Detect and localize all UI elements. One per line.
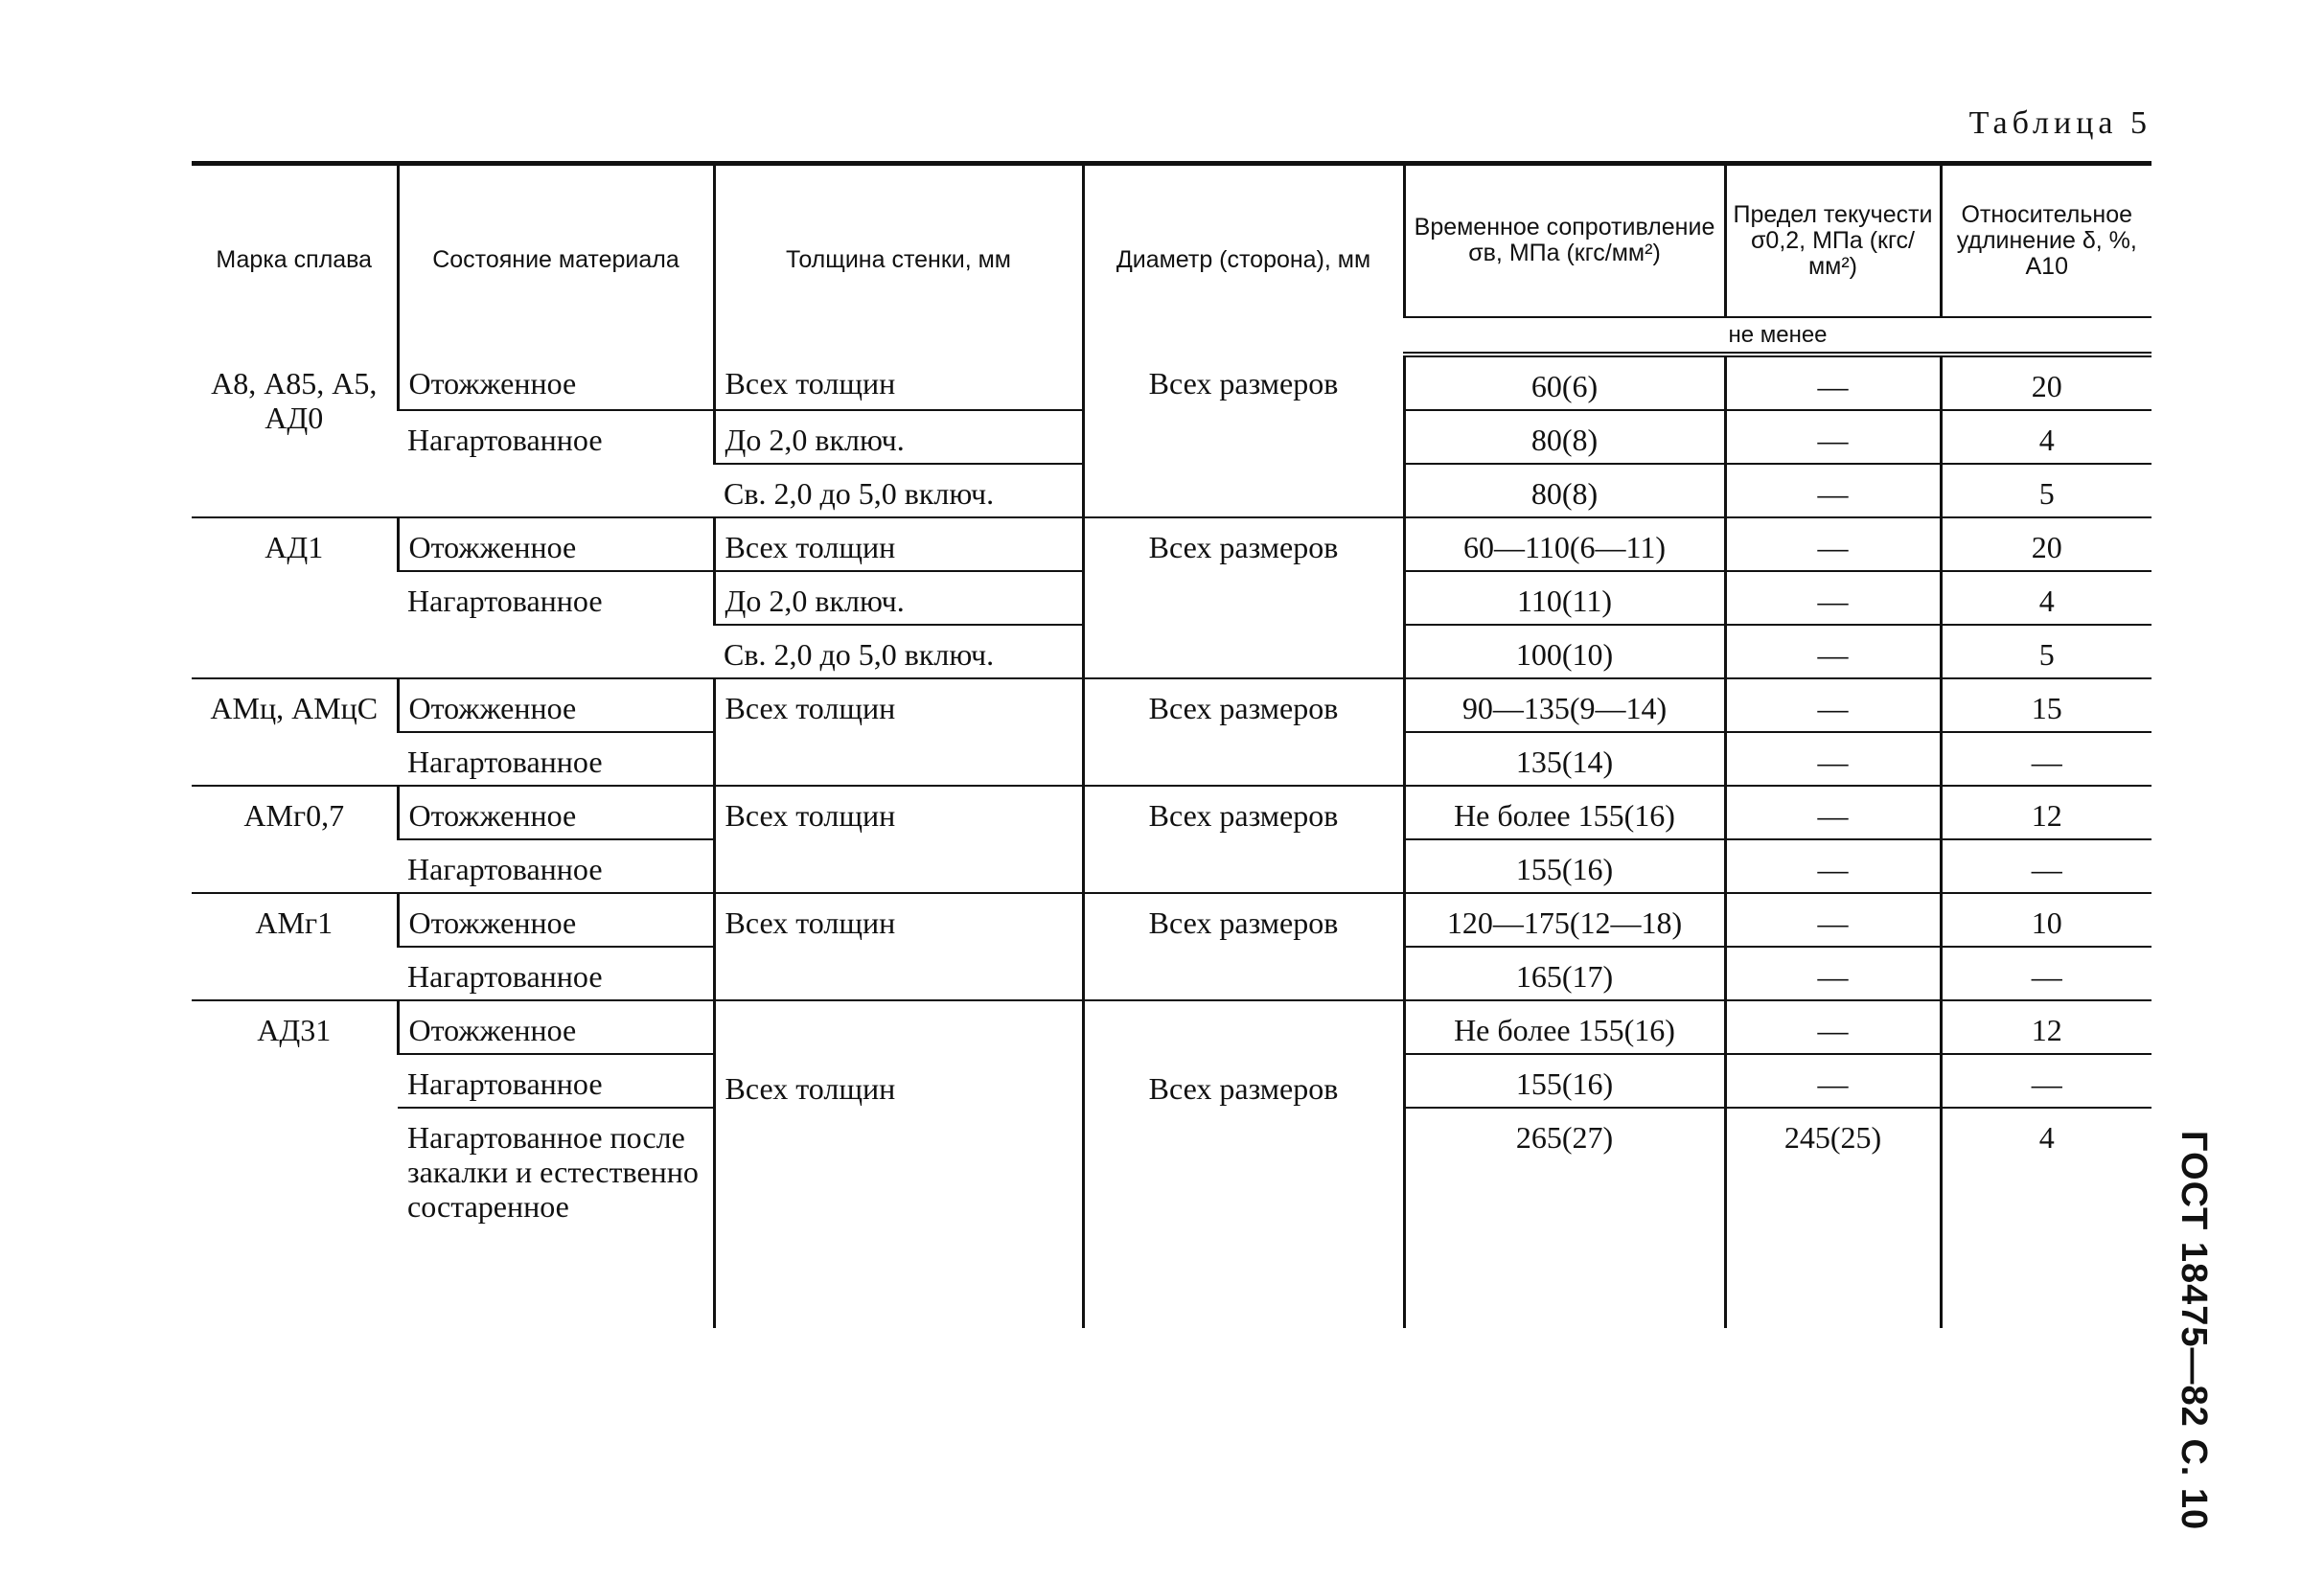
tensile-cell: 155(16) [1404,1054,1725,1108]
state-cell: Нагартованное [398,839,714,893]
state-cell: Отожженное [398,1000,714,1054]
yield-cell: — [1725,355,1941,410]
tensile-cell: 165(17) [1404,947,1725,1000]
alloy-cell: А8, А85, А5, АД0 [192,355,398,517]
elongation-cell: — [1941,947,2151,1000]
yield-cell: — [1725,947,1941,1000]
yield-cell: — [1725,1054,1941,1108]
yield-cell: — [1725,839,1941,893]
elongation-cell: 5 [1941,464,2151,517]
diameter-cell: Всех размеров [1083,517,1404,678]
elongation-cell: 4 [1941,1108,2151,1328]
header-alloy: Марка сплава [192,164,398,355]
yield-cell: — [1725,1000,1941,1054]
state-cell: Нагартованное [398,1054,714,1108]
header-tensile: Временное сопротивление σв, МПа (кгс/мм²) [1404,164,1725,317]
elongation-cell: — [1941,839,2151,893]
thickness-cell: Всех толщин [714,1000,1083,1328]
elongation-cell: 4 [1941,410,2151,464]
document-id-label: ГОСТ 18475—82 С. 10 [2174,1131,2214,1531]
tensile-cell: 90—135(9—14) [1404,678,1725,732]
header-elongation: Относительное удлинение δ, %, A10 [1941,164,2151,317]
elongation-cell: 12 [1941,786,2151,839]
tensile-cell: 80(8) [1404,410,1725,464]
yield-cell: — [1725,571,1941,625]
thickness-cell: Св. 2,0 до 5,0 включ. [714,464,1083,517]
elongation-cell: 12 [1941,1000,2151,1054]
header-thickness: Толщина стенки, мм [714,164,1083,355]
properties-table [192,161,2151,1328]
alloy-cell: АМц, АМцС [192,678,398,786]
state-cell: Нагартованное после закалки и естественно состаренное [407,1119,699,1224]
elongation-cell: — [1941,1054,2151,1108]
table-row [192,678,2151,732]
thickness-cell: Всех толщин [714,786,1083,893]
state-cell: Нагартованное [398,571,714,678]
diameter-cell: Всех размеров [1083,893,1404,1000]
yield-cell: — [1725,517,1941,571]
tensile-cell: 110(11) [1404,571,1725,625]
yield-cell: — [1725,786,1941,839]
elongation-cell: — [1941,732,2151,786]
state-cell: Нагартованное [398,947,714,1000]
state-cell: Отожженное [398,517,714,571]
yield-cell: — [1725,464,1941,517]
tensile-cell: Не более 155(16) [1404,1000,1725,1054]
tensile-cell: 155(16) [1404,839,1725,893]
elongation-cell: 15 [1941,678,2151,732]
yield-cell: — [1725,732,1941,786]
thickness-cell: До 2,0 включ. [714,571,1083,625]
state-cell: Нагартованное [398,732,714,786]
elongation-cell: 10 [1941,893,2151,947]
header-state: Состояние материала [398,164,714,355]
tensile-cell: 120—175(12—18) [1404,893,1725,947]
state-cell: Отожженное [398,893,714,947]
state-cell: Нагартованное [398,410,714,517]
header-yield: Предел текучести σ0,2, МПа (кгс/мм²) [1725,164,1941,317]
tensile-cell: 60(6) [1404,355,1725,410]
thickness-cell: Всех толщин [714,355,1083,410]
diameter-cell: Всех размеров [1083,355,1404,517]
elongation-cell: 5 [1941,625,2151,678]
yield-cell: 245(25) [1725,1108,1941,1328]
table-row [192,517,2151,571]
thickness-cell: Всех толщин [714,678,1083,786]
table-row [192,1000,2151,1054]
elongation-cell: 20 [1941,517,2151,571]
yield-cell: — [1725,678,1941,732]
elongation-cell: 4 [1941,571,2151,625]
state-cell: Отожженное [398,678,714,732]
tensile-cell: 135(14) [1404,732,1725,786]
thickness-cell: Св. 2,0 до 5,0 включ. [714,625,1083,678]
yield-cell: — [1725,410,1941,464]
tensile-cell: Не более 155(16) [1404,786,1725,839]
table-row [192,786,2151,839]
diameter-cell: Всех размеров [1083,1000,1404,1328]
header-diameter: Диаметр (сторона), мм [1083,164,1404,355]
yield-cell: — [1725,625,1941,678]
yield-cell: — [1725,893,1941,947]
alloy-cell: АМг0,7 [192,786,398,893]
table-caption: Таблица 5 [1968,105,2151,141]
tensile-cell: 265(27) [1404,1108,1725,1328]
alloy-cell: АД1 [192,517,398,678]
thickness-cell: Всех толщин [714,517,1083,571]
thickness-cell: До 2,0 включ. [714,410,1083,464]
state-cell: Отожженное [398,786,714,839]
thickness-cell: Всех толщин [714,893,1083,1000]
alloy-cell: АД31 [257,1012,332,1047]
table-row [192,355,2151,410]
tensile-cell: 60—110(6—11) [1404,517,1725,571]
elongation-cell: 20 [1941,355,2151,410]
tensile-cell: 80(8) [1404,464,1725,517]
table-row [192,893,2151,947]
tensile-cell: 100(10) [1404,625,1725,678]
header-min-note: не менее [1404,317,2151,355]
alloy-cell: АМг1 [192,893,398,1000]
state-cell: Отожженное [398,355,714,410]
diameter-cell: Всех размеров [1083,678,1404,786]
diameter-cell: Всех размеров [1083,786,1404,893]
